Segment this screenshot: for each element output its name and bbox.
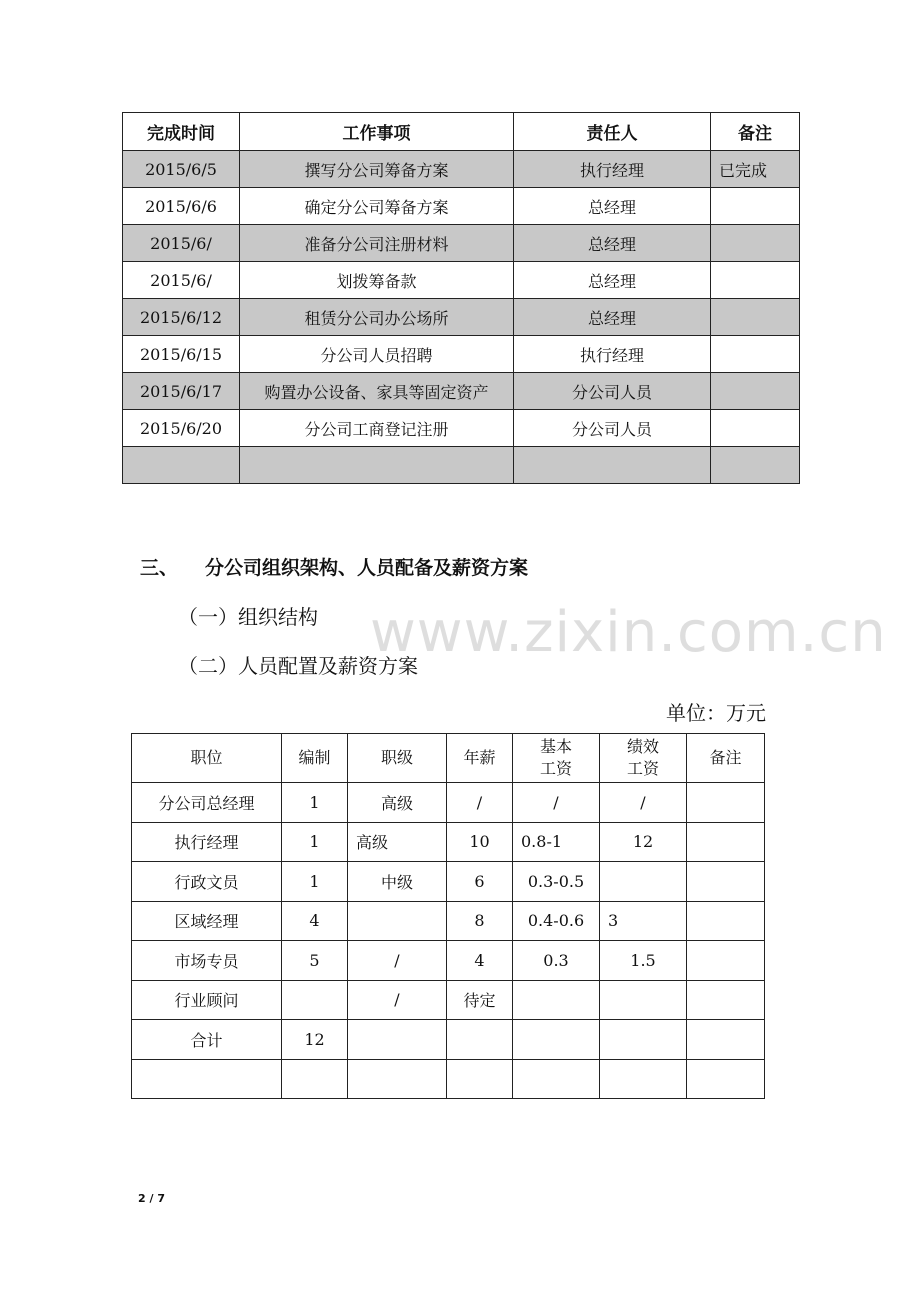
cell-annual-salary: 待定 bbox=[447, 980, 513, 1020]
cell-owner: 总经理 bbox=[514, 188, 711, 225]
table-row bbox=[123, 262, 800, 299]
watermark: www.zixin.com.cn bbox=[370, 600, 887, 665]
cell-date bbox=[123, 447, 240, 484]
cell-date: 2015/6/ bbox=[123, 262, 240, 299]
cell-remark bbox=[711, 336, 800, 373]
col-header-annual-salary: 年薪 bbox=[447, 734, 513, 783]
cell-performance-salary: 12 bbox=[600, 822, 687, 862]
table-row bbox=[132, 783, 765, 823]
table-row bbox=[132, 901, 765, 941]
col-header-remark: 备注 bbox=[711, 113, 800, 151]
cell-remark bbox=[687, 862, 765, 902]
cell-performance-salary: 3 bbox=[600, 901, 687, 941]
cell-headcount: 4 bbox=[282, 901, 348, 941]
col-header-owner: 责任人 bbox=[514, 113, 711, 151]
cell-task: 租赁分公司办公场所 bbox=[240, 299, 514, 336]
cell-base-salary: / bbox=[513, 783, 600, 823]
cell-position: 行政文员 bbox=[132, 862, 282, 902]
cell-base-salary: 0.3 bbox=[513, 941, 600, 981]
section-title: 分公司组织架构、人员配备及薪资方案 bbox=[205, 557, 529, 579]
cell-remark bbox=[711, 188, 800, 225]
subsection-staffing: （二）人员配置及薪资方案 bbox=[178, 654, 418, 678]
table-row bbox=[132, 862, 765, 902]
cell-owner: 总经理 bbox=[514, 225, 711, 262]
cell-performance-salary bbox=[600, 1059, 687, 1099]
cell-position: 合计 bbox=[132, 1020, 282, 1060]
cell-annual-salary bbox=[447, 1020, 513, 1060]
cell-owner: 分公司人员 bbox=[514, 410, 711, 447]
col-header-base-salary: 基本 工资 bbox=[513, 734, 600, 783]
cell-level: / bbox=[348, 941, 447, 981]
cell-level: 高级 bbox=[348, 822, 447, 862]
cell-performance-salary bbox=[600, 980, 687, 1020]
table-row bbox=[123, 447, 800, 484]
table-row bbox=[123, 299, 800, 336]
cell-performance-salary bbox=[600, 1020, 687, 1060]
cell-date: 2015/6/12 bbox=[123, 299, 240, 336]
col-header-headcount: 编制 bbox=[282, 734, 348, 783]
subsection-org-structure: （一）组织结构 bbox=[178, 605, 318, 629]
cell-remark bbox=[687, 980, 765, 1020]
cell-headcount bbox=[282, 980, 348, 1020]
cell-remark bbox=[687, 1059, 765, 1099]
cell-date: 2015/6/6 bbox=[123, 188, 240, 225]
cell-remark bbox=[687, 941, 765, 981]
cell-base-salary: 0.8-1 bbox=[513, 822, 600, 862]
table-row bbox=[123, 336, 800, 373]
cell-owner: 分公司人员 bbox=[514, 373, 711, 410]
table-row bbox=[132, 1020, 765, 1060]
cell-position: 分公司总经理 bbox=[132, 783, 282, 823]
cell-date: 2015/6/20 bbox=[123, 410, 240, 447]
cell-base-salary bbox=[513, 980, 600, 1020]
cell-task: 分公司工商登记注册 bbox=[240, 410, 514, 447]
cell-position: 行业顾问 bbox=[132, 980, 282, 1020]
cell-task: 确定分公司筹备方案 bbox=[240, 188, 514, 225]
cell-level: 高级 bbox=[348, 783, 447, 823]
table-row bbox=[132, 1059, 765, 1099]
cell-owner: 总经理 bbox=[514, 262, 711, 299]
table-row bbox=[123, 225, 800, 262]
col-header-level: 职级 bbox=[348, 734, 447, 783]
cell-annual-salary: / bbox=[447, 783, 513, 823]
cell-headcount: 5 bbox=[282, 941, 348, 981]
cell-date: 2015/6/5 bbox=[123, 151, 240, 188]
cell-headcount: 1 bbox=[282, 783, 348, 823]
cell-remark: 已完成 bbox=[711, 151, 800, 188]
cell-remark bbox=[711, 262, 800, 299]
cell-headcount: 12 bbox=[282, 1020, 348, 1060]
cell-task: 购置办公设备、家具等固定资产 bbox=[240, 373, 514, 410]
cell-date: 2015/6/17 bbox=[123, 373, 240, 410]
section-number: 三、 bbox=[140, 557, 179, 579]
cell-remark bbox=[711, 410, 800, 447]
cell-task: 撰写分公司筹备方案 bbox=[240, 151, 514, 188]
cell-performance-salary: / bbox=[600, 783, 687, 823]
table-row bbox=[132, 980, 765, 1020]
cell-owner bbox=[514, 447, 711, 484]
cell-headcount bbox=[282, 1059, 348, 1099]
cell-headcount: 1 bbox=[282, 822, 348, 862]
cell-owner: 总经理 bbox=[514, 299, 711, 336]
page-number: 2 / 7 bbox=[138, 1192, 165, 1205]
cell-position bbox=[132, 1059, 282, 1099]
col-header-performance-salary: 绩效 工资 bbox=[600, 734, 687, 783]
cell-task bbox=[240, 447, 514, 484]
cell-remark bbox=[687, 822, 765, 862]
cell-owner: 执行经理 bbox=[514, 151, 711, 188]
cell-remark bbox=[711, 225, 800, 262]
col-header-task: 工作事项 bbox=[240, 113, 514, 151]
cell-remark bbox=[687, 1020, 765, 1060]
cell-level bbox=[348, 901, 447, 941]
cell-date: 2015/6/15 bbox=[123, 336, 240, 373]
staffing-table bbox=[131, 733, 765, 1099]
col-header-position: 职位 bbox=[132, 734, 282, 783]
table-row bbox=[123, 373, 800, 410]
cell-performance-salary: 1.5 bbox=[600, 941, 687, 981]
schedule-table bbox=[122, 112, 800, 484]
cell-base-salary bbox=[513, 1020, 600, 1060]
cell-level bbox=[348, 1020, 447, 1060]
cell-level: / bbox=[348, 980, 447, 1020]
col-header-complete-time: 完成时间 bbox=[123, 113, 240, 151]
table-row bbox=[123, 151, 800, 188]
cell-remark bbox=[687, 901, 765, 941]
cell-annual-salary: 10 bbox=[447, 822, 513, 862]
table-row bbox=[123, 188, 800, 225]
cell-base-salary: 0.4-0.6 bbox=[513, 901, 600, 941]
cell-annual-salary: 4 bbox=[447, 941, 513, 981]
cell-base-salary bbox=[513, 1059, 600, 1099]
cell-owner: 执行经理 bbox=[514, 336, 711, 373]
cell-performance-salary bbox=[600, 862, 687, 902]
cell-remark bbox=[687, 783, 765, 823]
staff-header-row bbox=[132, 734, 765, 783]
cell-remark bbox=[711, 373, 800, 410]
cell-annual-salary bbox=[447, 1059, 513, 1099]
cell-date: 2015/6/ bbox=[123, 225, 240, 262]
cell-task: 准备分公司注册材料 bbox=[240, 225, 514, 262]
cell-task: 划拨筹备款 bbox=[240, 262, 514, 299]
table-row bbox=[132, 822, 765, 862]
col-header-remark: 备注 bbox=[687, 734, 765, 783]
cell-annual-salary: 6 bbox=[447, 862, 513, 902]
cell-remark bbox=[711, 299, 800, 336]
schedule-header-row bbox=[123, 113, 800, 151]
cell-position: 执行经理 bbox=[132, 822, 282, 862]
cell-headcount: 1 bbox=[282, 862, 348, 902]
cell-annual-salary: 8 bbox=[447, 901, 513, 941]
table-row bbox=[132, 941, 765, 981]
cell-level: 中级 bbox=[348, 862, 447, 902]
cell-position: 市场专员 bbox=[132, 941, 282, 981]
cell-level bbox=[348, 1059, 447, 1099]
cell-remark bbox=[711, 447, 800, 484]
unit-label: 单位：万元 bbox=[666, 701, 766, 725]
cell-base-salary: 0.3-0.5 bbox=[513, 862, 600, 902]
cell-task: 分公司人员招聘 bbox=[240, 336, 514, 373]
cell-position: 区域经理 bbox=[132, 901, 282, 941]
table-row bbox=[123, 410, 800, 447]
